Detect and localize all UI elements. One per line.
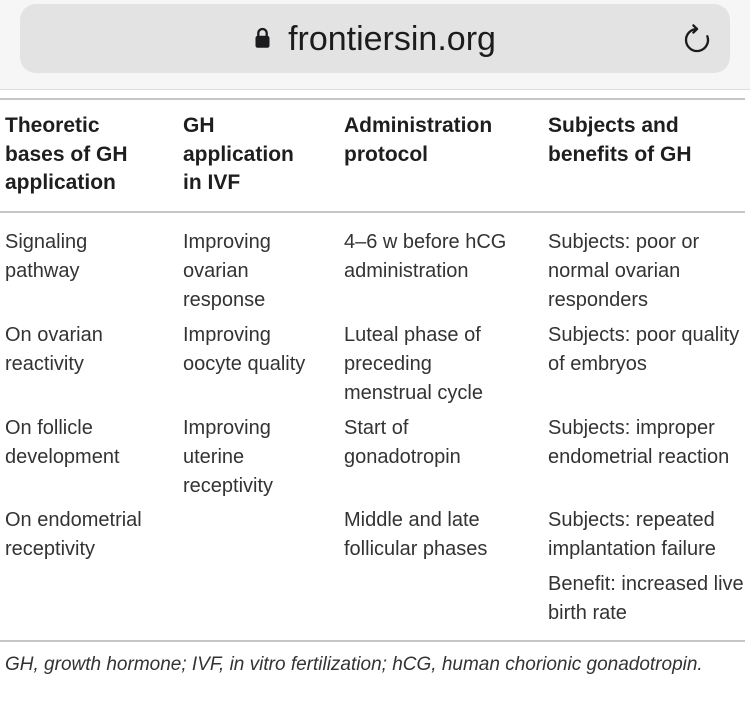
- cell-line: receptivity: [5, 538, 96, 560]
- table-row: [0, 321, 750, 411]
- address-bar-content[interactable]: [20, 4, 730, 73]
- cell-line: normal ovarian: [548, 260, 681, 282]
- cell-theoretic-basis: [5, 321, 103, 379]
- cell-gh-application: [183, 228, 271, 315]
- cell-line: Start of: [344, 417, 409, 439]
- address-bar[interactable]: [20, 4, 730, 73]
- header-line: Subjects and: [548, 114, 679, 137]
- cell-line: Signaling: [5, 231, 88, 253]
- cell-line: development: [5, 446, 120, 468]
- lock-icon: [254, 26, 271, 49]
- table-row: [0, 228, 750, 318]
- cell-line: menstrual cycle: [344, 382, 483, 404]
- column-header-administration-protocol: [344, 112, 492, 169]
- column-header-theoretic-bases: [5, 112, 128, 198]
- header-line: GH: [183, 114, 215, 137]
- cell-line: administration: [344, 260, 469, 282]
- browser-toolbar: [0, 0, 750, 90]
- cell-theoretic-basis: [5, 414, 120, 472]
- url-text[interactable]: frontiersin.org: [288, 19, 496, 58]
- cell-line: Subjects: poor or: [548, 231, 700, 253]
- cell-line: Benefit: increased live: [548, 573, 744, 595]
- cell-line: pathway: [5, 260, 80, 282]
- cell-administration-protocol: [344, 228, 506, 286]
- cell-subjects-benefits: [548, 414, 729, 472]
- cell-line: Subjects: repeated: [548, 509, 715, 531]
- cell-line: reactivity: [5, 353, 84, 375]
- header-line: Theoretic: [5, 114, 100, 137]
- cell-line: endometrial reaction: [548, 446, 730, 468]
- cell-line: birth rate: [548, 602, 627, 624]
- column-header-subjects-benefits: [548, 112, 692, 169]
- cell-line: Luteal phase of: [344, 324, 481, 346]
- cell-line: of embryos: [548, 353, 647, 375]
- table-bottom-rule: [0, 640, 745, 642]
- cell-administration-protocol: [344, 506, 487, 564]
- cell-line: On follicle: [5, 417, 93, 439]
- cell-line: follicular phases: [344, 538, 488, 560]
- table-row: [0, 414, 750, 504]
- header-line: in IVF: [183, 171, 241, 194]
- cell-administration-protocol: [344, 321, 483, 408]
- column-header-gh-application: [183, 112, 294, 198]
- cell-line: responders: [548, 289, 649, 311]
- benefit-note: [548, 570, 744, 628]
- header-line: Administration: [344, 114, 493, 137]
- cell-line: On ovarian: [5, 324, 103, 346]
- cell-line: On endometrial: [5, 509, 142, 531]
- cell-line: ovarian: [183, 260, 249, 282]
- cell-administration-protocol: [344, 414, 461, 472]
- cell-theoretic-basis: [5, 506, 142, 564]
- header-line: protocol: [344, 142, 428, 166]
- cell-line: preceding: [344, 353, 432, 375]
- table-top-rule: [0, 98, 745, 100]
- table-footnote: GH, growth hormone; IVF, in vitro fertilization; hCG, human chorionic gonadotropin.: [5, 654, 703, 675]
- cell-theoretic-basis: [5, 228, 87, 286]
- cell-gh-application: [183, 414, 273, 501]
- header-line: benefits of GH: [548, 142, 692, 166]
- cell-line: 4–6 w before hCG: [344, 231, 507, 253]
- cell-line: oocyte quality: [183, 353, 306, 375]
- cell-line: Middle and late: [344, 509, 480, 531]
- cell-line: receptivity: [183, 475, 274, 497]
- header-rule: [0, 211, 745, 213]
- cell-line: Improving: [183, 231, 271, 253]
- cell-line: Subjects: improper: [548, 417, 715, 439]
- cell-line: gonadotropin: [344, 446, 461, 468]
- header-line: application: [183, 142, 294, 166]
- header-line: bases of GH: [5, 142, 128, 166]
- table-row: [0, 506, 750, 624]
- cell-subjects-benefits: [548, 506, 744, 628]
- cell-line: Improving: [183, 324, 271, 346]
- cell-line: uterine: [183, 446, 245, 468]
- cell-subjects-benefits: [548, 228, 699, 315]
- cell-line: response: [183, 289, 266, 311]
- cell-gh-application: [183, 321, 305, 379]
- cell-line: Subjects: poor quality: [548, 324, 740, 346]
- reload-icon[interactable]: [682, 24, 712, 54]
- header-line: application: [5, 171, 116, 194]
- table-header-row: [0, 112, 750, 202]
- cell-subjects-benefits: [548, 321, 739, 379]
- cell-line: Improving: [183, 417, 271, 439]
- cell-line: implantation failure: [548, 538, 716, 560]
